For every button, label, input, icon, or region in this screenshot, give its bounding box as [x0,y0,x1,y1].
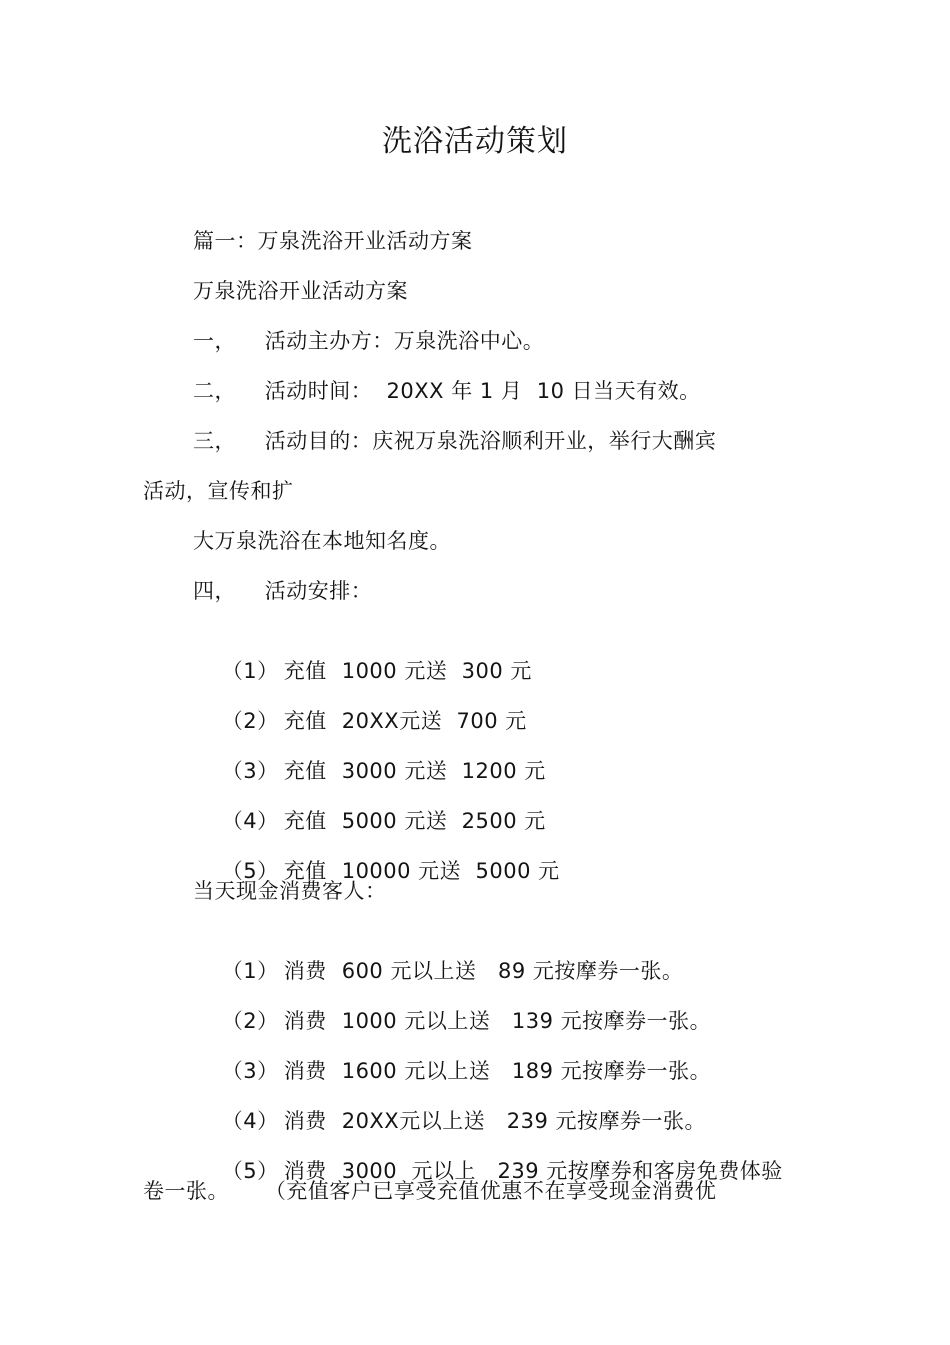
item-number: （5） [221,859,279,883]
item-label: 充值 [283,659,327,683]
organizer-line: 一， 活动主办方：万泉洗浴中心。 [193,329,545,353]
item-text: 20XX元以上送 239 元按摩券一张。 [341,1109,706,1133]
time-line: 二， 活动时间： 20XX 年 1 月 10 日当天有效。 [193,379,701,403]
item-label: 消费 [283,1109,327,1133]
item-label: 充值 [283,859,327,883]
item-label: 消费 [283,1159,327,1183]
purpose-line-end: 大万泉洗浴在本地知名度。 [193,529,451,553]
arrangement-heading: 四， 活动安排： [193,579,373,603]
item-number: （4） [221,809,279,833]
item-text: 1600 元以上送 189 元按摩券一张。 [341,1059,712,1083]
item-number: （2） [221,1009,279,1033]
item-label: 充值 [283,709,327,733]
item-text: 10000 元送 5000 元 [341,859,560,883]
item-number: （2） [221,709,279,733]
cash-heading: 当天现金消费客人： [193,879,387,903]
trailing-line: 卷一张。 （充值客户已享受充值优惠不在享受现金消费优 [143,1179,717,1203]
item-label: 充值 [283,759,327,783]
item-text: 1000 元送 300 元 [341,659,532,683]
item-text: 1000 元以上送 139 元按摩券一张。 [341,1009,712,1033]
purpose-line: 三， 活动目的：庆祝万泉洗浴顺利开业，举行大酬宾 [193,429,717,453]
item-text: 600 元以上送 89 元按摩券一张。 [341,959,684,983]
item-label: 充值 [283,809,327,833]
item-number: （3） [221,759,279,783]
item-text: 20XX元送 700 元 [341,709,527,733]
item-number: （1） [221,959,279,983]
item-label: 消费 [283,1009,327,1033]
item-number: （3） [221,1059,279,1083]
subtitle: 万泉洗浴开业活动方案 [193,279,408,303]
item-number: （5） [221,1159,279,1183]
item-number: （4） [221,1109,279,1133]
purpose-line-cont: 活动，宣传和扩 [143,479,294,503]
item-text: 3000 元送 1200 元 [341,759,546,783]
item-text: 3000 元以上 239 元按摩券和客房免费体验 [341,1159,783,1183]
item-label: 消费 [283,1059,327,1083]
page-title: 洗浴活动策划 [382,124,568,159]
item-text: 5000 元送 2500 元 [341,809,546,833]
item-number: （1） [221,659,279,683]
item-label: 消费 [283,959,327,983]
section-heading: 篇一：万泉洗浴开业活动方案 [193,229,473,253]
